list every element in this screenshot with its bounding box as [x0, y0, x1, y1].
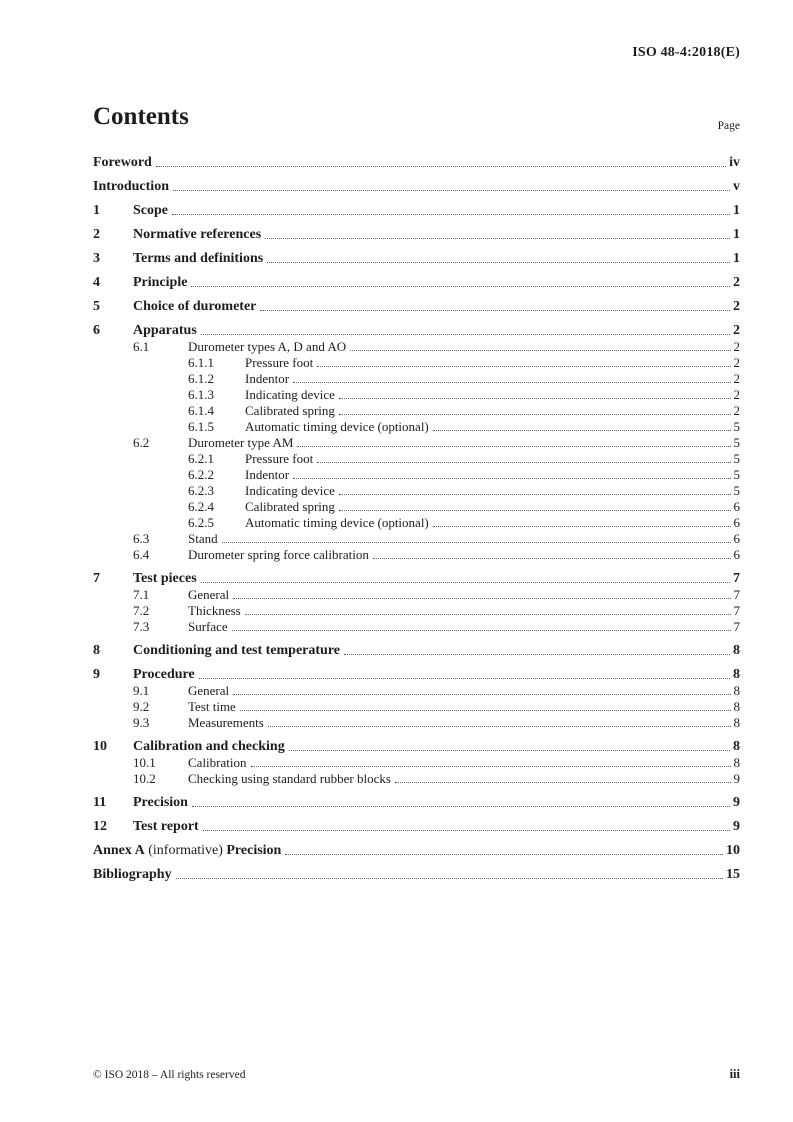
toc-entry-page: 1 [733, 227, 740, 242]
dotted-leader [373, 558, 731, 559]
toc-entry-page: 7 [733, 619, 740, 634]
toc-entry-title: Test report [133, 819, 199, 834]
header-doc-code: ISO 48-4:2018(E) [632, 45, 740, 60]
toc-entry-page: 2 [733, 275, 740, 290]
dotted-leader [251, 766, 731, 767]
dotted-leader [191, 286, 730, 287]
toc-entry-number: 6.2.2 [188, 467, 214, 482]
toc-entry-page: 2 [733, 371, 740, 386]
dotted-leader [344, 654, 730, 655]
toc-entry [93, 387, 740, 403]
toc-entry-title: Procedure [133, 667, 195, 682]
toc-entry-page: 7 [733, 571, 740, 586]
dotted-leader [233, 694, 730, 695]
toc-entry [93, 323, 740, 339]
dotted-leader [268, 726, 731, 727]
dotted-leader [433, 430, 731, 431]
toc-entry-page: 2 [733, 323, 740, 338]
toc-entry-title: Bibliography [93, 867, 172, 882]
toc-entry-number: 6.2 [133, 435, 150, 450]
toc-entry-number: 6.1.1 [188, 355, 214, 370]
toc-entry [93, 699, 740, 715]
toc-entry-title: Pressure foot [245, 355, 314, 370]
toc-entry-title: Durometer spring force calibration [188, 547, 369, 562]
toc-entry [93, 499, 740, 515]
toc-entry-title-part: Precision [226, 843, 282, 858]
toc-entry-title: Pressure foot [245, 451, 314, 466]
toc-entry-title: Terms and definitions [133, 251, 264, 266]
toc-entry-title: Introduction [93, 179, 169, 194]
dotted-leader [339, 494, 731, 495]
toc-entry-number: 4 [93, 275, 100, 290]
toc-entry-number: 3 [93, 251, 100, 266]
toc-entry-number: 7.3 [133, 619, 150, 634]
toc-entry-page: 5 [733, 419, 740, 434]
toc-entry [93, 355, 740, 371]
toc-entry-number: 6.2.5 [188, 515, 214, 530]
toc-entry [93, 667, 740, 683]
toc-entry-number: 6.1.2 [188, 371, 214, 386]
toc-entry-title [93, 843, 281, 859]
dotted-leader [395, 782, 731, 783]
toc-entry-page: 8 [733, 667, 740, 682]
toc-entry-page: 2 [733, 387, 740, 402]
toc-entry-number: 10.2 [133, 771, 156, 786]
dotted-leader [285, 854, 723, 855]
toc-entry-title: Stand [188, 531, 218, 546]
toc-entry-number: 6.2.4 [188, 499, 214, 514]
toc-entry [93, 227, 740, 243]
toc-entry-number: 10.1 [133, 755, 156, 770]
toc-entry-page: 2 [733, 355, 740, 370]
toc-entry [93, 467, 740, 483]
toc-entry-number: 6.4 [133, 547, 150, 562]
toc-entry [93, 819, 740, 835]
toc-entry-title: Calibration [188, 755, 247, 770]
toc-entry-number: 10 [93, 739, 107, 754]
toc-entry-title: Calibration and checking [133, 739, 285, 754]
toc-entry-title: Apparatus [133, 323, 197, 338]
toc-entry-page: 10 [726, 843, 740, 858]
toc-entry-page: 8 [733, 683, 740, 698]
toc-entry-number: 5 [93, 299, 100, 314]
toc-entry-number: 2 [93, 227, 100, 242]
toc-entry [93, 155, 740, 171]
dotted-leader [203, 830, 730, 831]
toc-entry-page: 2 [733, 339, 740, 354]
toc-entry-page: 5 [733, 483, 740, 498]
toc-entry-page: 8 [733, 739, 740, 754]
toc-entry-number: 7 [93, 571, 100, 586]
toc-entry-title: Indentor [245, 467, 290, 482]
dotted-leader [240, 710, 731, 711]
dotted-leader [232, 630, 731, 631]
dotted-leader [297, 446, 730, 447]
toc-entry-title: Thickness [188, 603, 241, 618]
toc-entry-page: 9 [733, 795, 740, 810]
toc-entry [93, 371, 740, 387]
toc-entry-page: 8 [733, 643, 740, 658]
dotted-leader [201, 582, 730, 583]
dotted-leader [222, 542, 731, 543]
dotted-leader [317, 366, 730, 367]
toc-entry-number: 9 [93, 667, 100, 682]
toc-entry-number: 7.2 [133, 603, 150, 618]
toc-entry-page: iv [729, 155, 740, 170]
footer-page-number: iii [729, 1067, 740, 1081]
toc-entry-title: Surface [188, 619, 228, 634]
dotted-leader [433, 526, 731, 527]
toc-entry-number: 6.1.3 [188, 387, 214, 402]
dotted-leader [289, 750, 730, 751]
toc-entry-title: Choice of durometer [133, 299, 257, 314]
toc-entry-page: 7 [733, 587, 740, 602]
toc-entry [93, 403, 740, 419]
toc-entry-page: 2 [733, 403, 740, 418]
toc-entry-title: Durometer types A, D and AO [188, 339, 347, 354]
toc-entry-page: 8 [733, 699, 740, 714]
dotted-leader [293, 478, 730, 479]
toc-entry-number: 6.2.3 [188, 483, 214, 498]
toc-entry [93, 435, 740, 451]
toc-entry-page: v [733, 179, 740, 194]
toc-entry-title: Automatic timing device (optional) [245, 419, 429, 434]
toc-entry-title: Principle [133, 275, 188, 290]
toc-entry-page: 1 [733, 251, 740, 266]
toc-entry-title: Precision [133, 795, 188, 810]
toc-entry-title: Scope [133, 203, 168, 218]
footer-copyright: © ISO 2018 – All rights reserved [93, 1069, 246, 1081]
toc-entry [93, 451, 740, 467]
dotted-leader [156, 166, 726, 167]
toc-entry-title-part: (informative) [144, 843, 227, 858]
toc-entry [93, 571, 740, 587]
toc-entry-title: Test time [188, 699, 236, 714]
toc-entry-number: 9.2 [133, 699, 150, 714]
toc-entry-page: 9 [733, 819, 740, 834]
toc-entry-number: 6 [93, 323, 100, 338]
toc-entry-title: Indentor [245, 371, 290, 386]
dotted-leader [339, 414, 731, 415]
toc-entry-number: 1 [93, 203, 100, 218]
toc-entry-title: Automatic timing device (optional) [245, 515, 429, 530]
toc-entry-number: 9.3 [133, 715, 150, 730]
dotted-leader [176, 878, 723, 879]
toc-entry [93, 867, 740, 883]
toc-entry [93, 619, 740, 635]
toc-entry-title: General [188, 683, 230, 698]
toc-entry-page: 8 [733, 715, 740, 730]
dotted-leader [172, 214, 730, 215]
toc-entry-title: Checking using standard rubber blocks [188, 771, 391, 786]
dotted-leader [293, 382, 730, 383]
toc-entry-page: 6 [733, 531, 740, 546]
toc-entry-page: 5 [733, 451, 740, 466]
toc-entry-title: Calibrated spring [245, 499, 335, 514]
dotted-leader [192, 806, 730, 807]
toc-entry-number: 11 [93, 795, 107, 810]
toc-entry [93, 843, 740, 859]
toc-entry [93, 179, 740, 195]
toc-entry-number: 8 [93, 643, 100, 658]
toc-entry-number: 6.1.4 [188, 403, 214, 418]
dotted-leader [173, 190, 730, 191]
toc-entry-title-part: Annex A [93, 843, 145, 858]
toc-entry-title: Indicating device [245, 483, 335, 498]
toc-entry [93, 547, 740, 563]
toc-entry-page: 2 [733, 299, 740, 314]
dotted-leader [267, 262, 730, 263]
toc-entry [93, 251, 740, 267]
dotted-leader [317, 462, 730, 463]
toc-entry-number: 6.2.1 [188, 451, 214, 466]
toc-entry [93, 643, 740, 659]
toc-entry-title: Conditioning and test temperature [133, 643, 341, 658]
page-column-label: Page [717, 120, 740, 132]
toc-entry [93, 587, 740, 603]
toc-entry [93, 531, 740, 547]
toc-entry-title: Normative references [133, 227, 262, 242]
toc-entry-number: 12 [93, 819, 107, 834]
toc-entry [93, 715, 740, 731]
dotted-leader [339, 510, 731, 511]
toc-entry-number: 7.1 [133, 587, 150, 602]
toc-entry-page: 8 [733, 755, 740, 770]
toc-entry-page: 9 [733, 771, 740, 786]
toc-entry-page: 5 [733, 435, 740, 450]
toc-entry-number: 9.1 [133, 683, 150, 698]
toc-entry [93, 771, 740, 787]
toc-entry-title: Durometer type AM [188, 435, 294, 450]
dotted-leader [233, 598, 730, 599]
toc-entry [93, 683, 740, 699]
toc-entry-title: Test pieces [133, 571, 197, 586]
toc-entry [93, 739, 740, 755]
toc-entry-page: 7 [733, 603, 740, 618]
toc-entry [93, 339, 740, 355]
toc-entry-number: 6.1 [133, 339, 150, 354]
toc-entry [93, 483, 740, 499]
toc-entry-page: 5 [733, 467, 740, 482]
toc-entry-page: 6 [733, 499, 740, 514]
toc-entry [93, 603, 740, 619]
dotted-leader [201, 334, 730, 335]
toc-entry-number: 6.3 [133, 531, 150, 546]
toc-entry [93, 755, 740, 771]
toc-entry [93, 275, 740, 291]
toc-entry [93, 299, 740, 315]
toc-entry [93, 515, 740, 531]
page-title: Contents [93, 103, 189, 130]
toc-entry-page: 15 [726, 867, 740, 882]
toc-entry [93, 419, 740, 435]
dotted-leader [199, 678, 730, 679]
toc-entry-page: 6 [733, 547, 740, 562]
dotted-leader [260, 310, 730, 311]
table-of-contents [93, 147, 740, 883]
toc-entry-title: Calibrated spring [245, 403, 335, 418]
toc-entry-title: Foreword [93, 155, 152, 170]
dotted-leader [350, 350, 730, 351]
toc-entry-title: Indicating device [245, 387, 335, 402]
toc-entry-title: Measurements [188, 715, 264, 730]
toc-entry-title: General [188, 587, 230, 602]
toc-entry-page: 6 [733, 515, 740, 530]
toc-entry [93, 795, 740, 811]
dotted-leader [339, 398, 731, 399]
toc-entry-number: 6.1.5 [188, 419, 214, 434]
toc-entry [93, 203, 740, 219]
toc-entry-page: 1 [733, 203, 740, 218]
dotted-leader [265, 238, 730, 239]
dotted-leader [245, 614, 731, 615]
